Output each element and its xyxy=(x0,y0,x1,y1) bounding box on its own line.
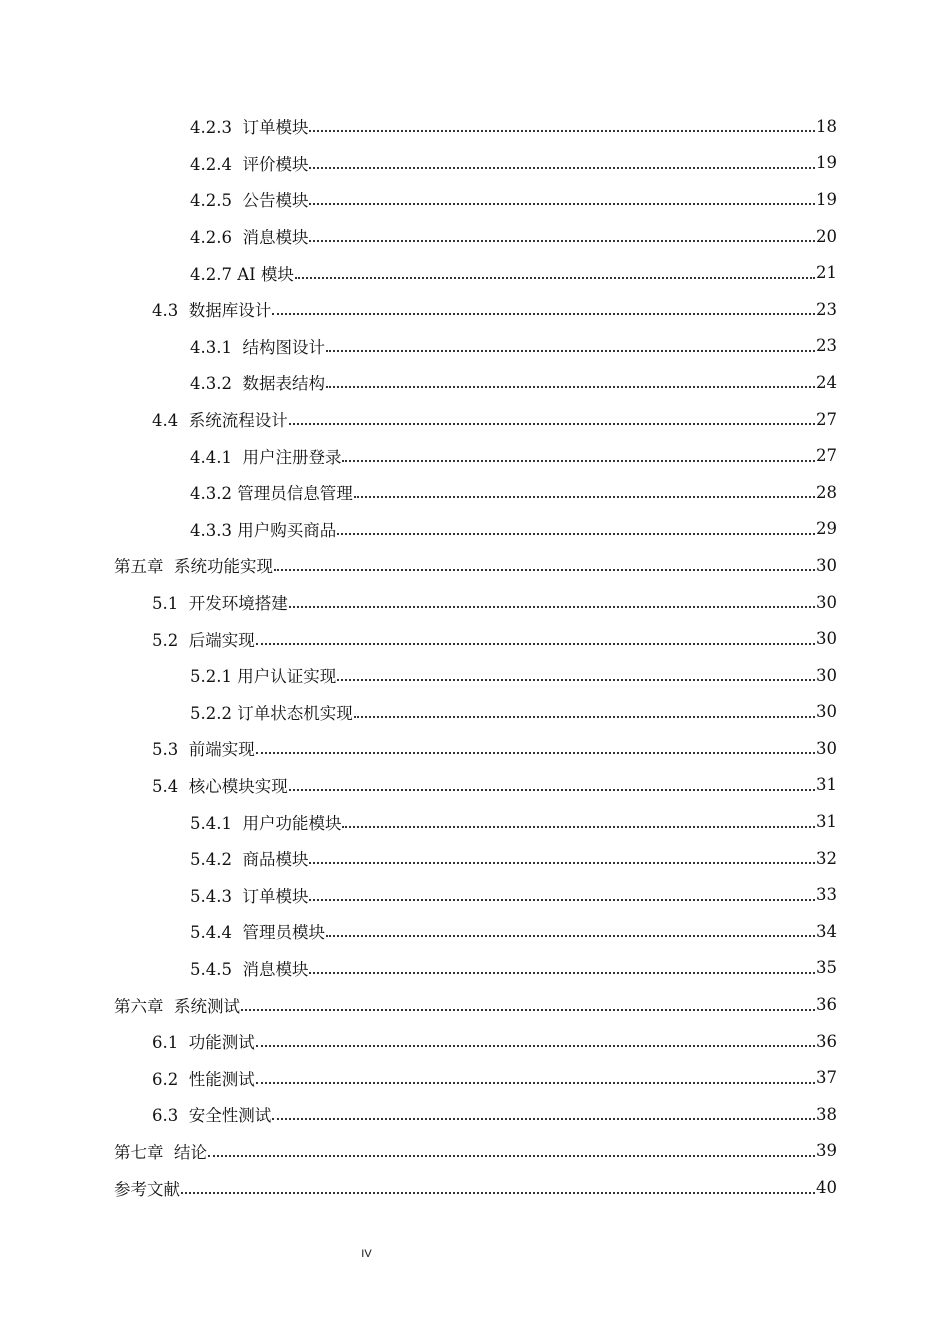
toc-dot-leader xyxy=(354,496,815,498)
toc-dot-leader xyxy=(256,1045,815,1047)
toc-entry[interactable] xyxy=(0,547,950,584)
toc-entry-page: 19 xyxy=(816,153,837,173)
toc-entry-title: 6.1 功能测试 xyxy=(152,1033,255,1053)
toc-dot-leader xyxy=(289,789,815,791)
toc-entry-page: 39 xyxy=(816,1141,837,1161)
toc-entry[interactable] xyxy=(0,474,950,511)
toc-dot-leader xyxy=(256,643,815,645)
toc-dot-leader xyxy=(272,313,815,315)
toc-dot-leader xyxy=(241,1009,815,1011)
toc-entry-page: 30 xyxy=(816,665,837,685)
toc-dot-leader xyxy=(309,240,815,242)
toc-dot-leader xyxy=(256,1082,815,1084)
toc-dot-leader xyxy=(337,533,815,535)
toc-dot-leader xyxy=(289,606,815,608)
toc-entry-page: 30 xyxy=(816,738,837,758)
toc-entry-title: 4.2.6 消息模块 xyxy=(190,228,309,248)
toc-dot-leader xyxy=(309,130,815,132)
toc-entry[interactable] xyxy=(0,657,950,694)
toc-entry[interactable] xyxy=(0,1059,950,1096)
toc-entry-page: 24 xyxy=(816,372,837,392)
toc-entry[interactable] xyxy=(0,986,950,1023)
toc-entry-page: 18 xyxy=(816,116,837,136)
toc-dot-leader xyxy=(309,972,815,974)
toc-entry-page: 34 xyxy=(816,921,837,941)
toc-entry-page: 32 xyxy=(816,848,837,868)
toc-dot-leader xyxy=(272,1118,815,1120)
toc-dot-leader xyxy=(309,862,815,864)
toc-entry-title: 4.3.1 结构图设计 xyxy=(190,337,325,357)
toc-dot-leader xyxy=(326,386,815,388)
toc-entry[interactable] xyxy=(0,620,950,657)
toc-entry-title: 参考文献 xyxy=(114,1179,180,1199)
toc-entry-page: 30 xyxy=(816,702,837,722)
toc-dot-leader xyxy=(309,203,815,205)
toc-entry-title: 4.3.2 数据表结构 xyxy=(190,374,325,394)
toc-entry-title: 4.3 数据库设计 xyxy=(152,301,272,321)
toc-dot-leader xyxy=(326,350,815,352)
toc-dot-leader xyxy=(354,716,815,718)
toc-entry-title: 4.4.1 用户注册登录 xyxy=(190,447,342,467)
toc-entry-title: 5.3 前端实现 xyxy=(152,740,255,760)
toc-entry[interactable] xyxy=(0,876,950,913)
toc-entry-title: 6.3 安全性测试 xyxy=(152,1106,272,1126)
toc-entry[interactable] xyxy=(0,767,950,804)
page-number: IV xyxy=(361,1248,372,1260)
toc-entry[interactable] xyxy=(0,584,950,621)
toc-entry-title: 5.2.1 用户认证实现 xyxy=(190,667,337,687)
toc-entry[interactable] xyxy=(0,218,950,255)
toc-dot-leader xyxy=(208,1155,815,1157)
toc-entry-title: 4.3.2 管理员信息管理 xyxy=(190,484,353,504)
toc-entry-page: 23 xyxy=(816,299,837,319)
toc-entry-title: 5.2 后端实现 xyxy=(152,630,255,650)
toc-entry[interactable] xyxy=(0,181,950,218)
toc-entry[interactable] xyxy=(0,328,950,365)
toc-entry-page: 33 xyxy=(816,885,837,905)
toc-entry-title: 6.2 性能测试 xyxy=(152,1069,255,1089)
toc-entry-title: 第五章 系统功能实现 xyxy=(114,557,273,577)
toc-entry[interactable] xyxy=(0,364,950,401)
toc-entry-page: 28 xyxy=(816,482,837,502)
toc-entry-page: 19 xyxy=(816,189,837,209)
toc-entry-title: 5.4.1 用户功能模块 xyxy=(190,813,342,833)
toc-entry-page: 30 xyxy=(816,592,837,612)
toc-entry-title: 第六章 系统测试 xyxy=(114,996,240,1016)
toc-entry[interactable] xyxy=(0,145,950,182)
toc-entry[interactable] xyxy=(0,291,950,328)
toc-entry-page: 40 xyxy=(816,1178,837,1198)
toc-entry-page: 27 xyxy=(816,409,837,429)
toc-entry[interactable] xyxy=(0,437,950,474)
toc-dot-leader xyxy=(309,899,815,901)
toc-entry-title: 4.3.3 用户购买商品 xyxy=(190,520,337,540)
toc-dot-leader xyxy=(289,423,815,425)
toc-entry-title: 4.4 系统流程设计 xyxy=(152,411,288,431)
toc-entry-page: 36 xyxy=(816,1031,837,1051)
toc-entry-page: 30 xyxy=(816,555,837,575)
toc-entry-title: 4.2.4 评价模块 xyxy=(190,154,309,174)
toc-dot-leader xyxy=(295,277,815,279)
toc-entry-title: 5.4 核心模块实现 xyxy=(152,776,288,796)
toc-entry[interactable] xyxy=(0,254,950,291)
toc-entry[interactable] xyxy=(0,1096,950,1133)
toc-entry-page: 38 xyxy=(816,1104,837,1124)
toc-entry-title: 5.4.2 商品模块 xyxy=(190,850,309,870)
toc-entry-title: 5.4.4 管理员模块 xyxy=(190,923,325,943)
toc-dot-leader xyxy=(256,752,815,754)
toc-entry-page: 36 xyxy=(816,995,837,1015)
toc-entry[interactable] xyxy=(0,1023,950,1060)
toc-entry-page: 37 xyxy=(816,1068,837,1088)
toc-entry[interactable] xyxy=(0,913,950,950)
toc-entry-page: 31 xyxy=(816,775,837,795)
toc-entry-page: 29 xyxy=(816,519,837,539)
toc-dot-leader xyxy=(342,460,815,462)
toc-dot-leader xyxy=(181,1192,815,1194)
toc-entry[interactable] xyxy=(0,730,950,767)
toc-entry-title: 5.2.2 订单状态机实现 xyxy=(190,703,353,723)
toc-entry-page: 20 xyxy=(816,226,837,246)
toc-entry[interactable] xyxy=(0,840,950,877)
toc-entry[interactable] xyxy=(0,950,950,987)
toc-entry-title: 4.2.3 订单模块 xyxy=(190,118,309,138)
toc-entry-title: 5.4.5 消息模块 xyxy=(190,959,309,979)
toc-entry-page: 21 xyxy=(816,263,837,283)
toc-entry-page: 31 xyxy=(816,812,837,832)
toc-dot-leader xyxy=(342,826,815,828)
toc-entry[interactable] xyxy=(0,401,950,438)
toc-dot-leader xyxy=(274,569,815,571)
toc-entry[interactable] xyxy=(0,694,950,731)
toc-entry[interactable] xyxy=(0,803,950,840)
toc-entry[interactable] xyxy=(0,1133,950,1170)
toc-entry[interactable] xyxy=(0,108,950,145)
table-of-contents xyxy=(0,108,950,1206)
toc-entry-title: 5.1 开发环境搭建 xyxy=(152,594,288,614)
toc-dot-leader xyxy=(337,679,815,681)
toc-dot-leader xyxy=(309,167,815,169)
toc-entry[interactable] xyxy=(0,1169,950,1206)
toc-entry-title: 5.4.3 订单模块 xyxy=(190,886,309,906)
toc-entry-title: 第七章 结论 xyxy=(114,1142,207,1162)
toc-entry-page: 27 xyxy=(816,446,837,466)
toc-entry-title: 4.2.7 AI 模块 xyxy=(190,264,294,284)
toc-entry-page: 23 xyxy=(816,336,837,356)
toc-entry[interactable] xyxy=(0,511,950,548)
toc-entry-page: 35 xyxy=(816,958,837,978)
toc-entry-title: 4.2.5 公告模块 xyxy=(190,191,309,211)
toc-dot-leader xyxy=(326,935,815,937)
toc-entry-page: 30 xyxy=(816,629,837,649)
